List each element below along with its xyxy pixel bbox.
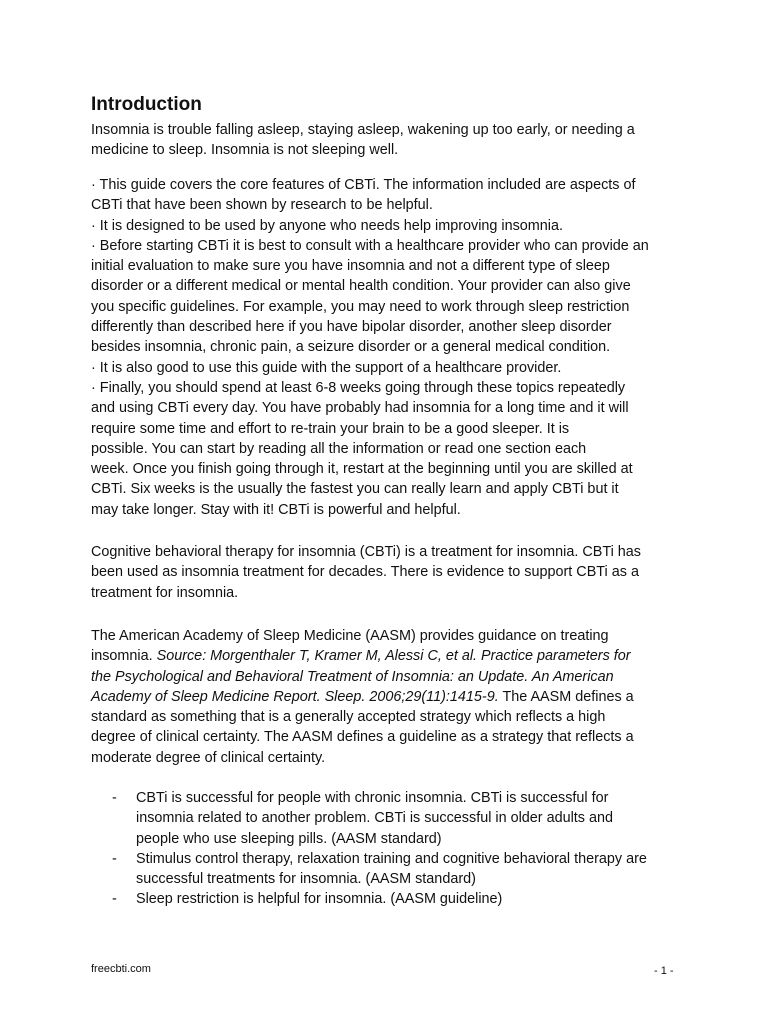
cbti-definition-paragraph (91, 542, 691, 603)
source-citation: the Psychological and Behavioral Treatment of Insomnia: an Update. An American (91, 668, 614, 685)
aasm-findings-list (112, 788, 647, 910)
page-number: - 1 - (654, 965, 674, 977)
list-item (112, 788, 647, 849)
list-item-line: Stimulus control therapy, relaxation training and cognitive behavioral therapy are (136, 850, 647, 867)
bullet-line: you specific guidelines. For example, you may need to work through sleep restriction (91, 298, 630, 315)
footer-site: freecbti.com (91, 963, 151, 975)
list-item-line: CBTi is successful for people with chronic insomnia. CBTi is successful for (136, 790, 609, 806)
bullet-line: CBTi that have been shown by research to be helpful. (91, 197, 433, 214)
aasm-line (91, 667, 691, 687)
intro-paragraph (91, 120, 691, 161)
dash-marker: - (112, 790, 117, 806)
page-title: Introduction (91, 94, 202, 115)
bullet-line: initial evaluation to make sure you have insomnia and not a different type of sleep (91, 258, 610, 275)
bullet-line: · This guide covers the core features of CBTi. The information included are aspects of (91, 177, 636, 193)
dash-marker: - (112, 850, 117, 867)
list-item (112, 889, 647, 909)
aasm-line: standard as something that is a generally accepted strategy which reflects a high (91, 709, 606, 726)
cbti-line: Cognitive behavioral therapy for insomnia (CBTi) is a treatment for insomnia. CBTi has (91, 544, 641, 560)
source-citation: Source: Morgenthaler T, Kramer M, Alessi C, et al. Practice parameters for (156, 648, 631, 665)
bullet-line: require some time and effort to re-train your brain to be a good sleeper. It is (91, 420, 570, 437)
bullet-line: · It is also good to use this guide with the support of a healthcare provider. (91, 359, 562, 376)
aasm-line-text: The AASM defines a (498, 688, 634, 705)
bullet-line: possible. You can start by reading all the information or read one section each (91, 440, 587, 457)
intro-line: Insomnia is trouble falling asleep, staying asleep, wakening up too early, or needing a (91, 122, 635, 138)
aasm-line (91, 646, 691, 666)
bullet-line: week. Once you finish going through it, restart at the beginning until you are skilled at (91, 461, 633, 478)
cbti-line: treatment for insomnia. (91, 584, 239, 601)
bullet-line: may take longer. Stay with it! CBTi is powerful and helpful. (91, 501, 461, 518)
list-item-line: successful treatments for insomnia. (AASM standard) (136, 871, 476, 888)
source-citation: Academy of Sleep Medicine Report. Sleep. 2006;29(11):1415-9. (91, 688, 499, 705)
bullet-line: · It is designed to be used by anyone who needs help improving insomnia. (91, 217, 563, 234)
bullet-line: CBTi. Six weeks is the usually the fastest you can really learn and apply CBTi but it (91, 481, 619, 498)
aasm-line: The American Academy of Sleep Medicine (AASM) provides guidance on treating (91, 628, 609, 644)
list-item-line: Sleep restriction is helpful for insomnia. (AASM guideline) (136, 891, 503, 908)
aasm-line (91, 687, 691, 707)
list-item (112, 849, 647, 890)
cbti-line: been used as insomnia treatment for decades. There is evidence to support CBTi as a (91, 564, 639, 581)
aasm-line-text: insomnia. (91, 648, 157, 665)
intro-line: medicine to sleep. Insomnia is not sleeping well. (91, 142, 399, 159)
dash-marker: - (112, 891, 117, 908)
bullet-line: besides insomnia, chronic pain, a seizure disorder or a general medical condition. (91, 339, 611, 356)
aasm-line: degree of clinical certainty. The AASM defines a guideline as a strategy that reflects a (91, 729, 634, 746)
bullet-line: · Before starting CBTi it is best to consult with a healthcare provider who can provide an (91, 237, 649, 254)
bullet-line: and using CBTi every day. You have probably had insomnia for a long time and it will (91, 400, 629, 417)
list-item-line: insomnia related to another problem. CBTi is successful in older adults and (136, 810, 613, 827)
aasm-line: moderate degree of clinical certainty. (91, 749, 326, 766)
bullet-line: · Finally, you should spend at least 6-8 weeks going through these topics repeatedly (91, 379, 626, 396)
guide-bullets-paragraph (91, 175, 691, 520)
bullet-line: differently than described here if you have bipolar disorder, another sleep disorder (91, 319, 612, 336)
aasm-paragraph (91, 626, 691, 768)
bullet-line: disorder or a different medical or mental health condition. Your provider can also give (91, 278, 631, 295)
list-item-line: people who use sleeping pills. (AASM standard) (136, 830, 442, 847)
